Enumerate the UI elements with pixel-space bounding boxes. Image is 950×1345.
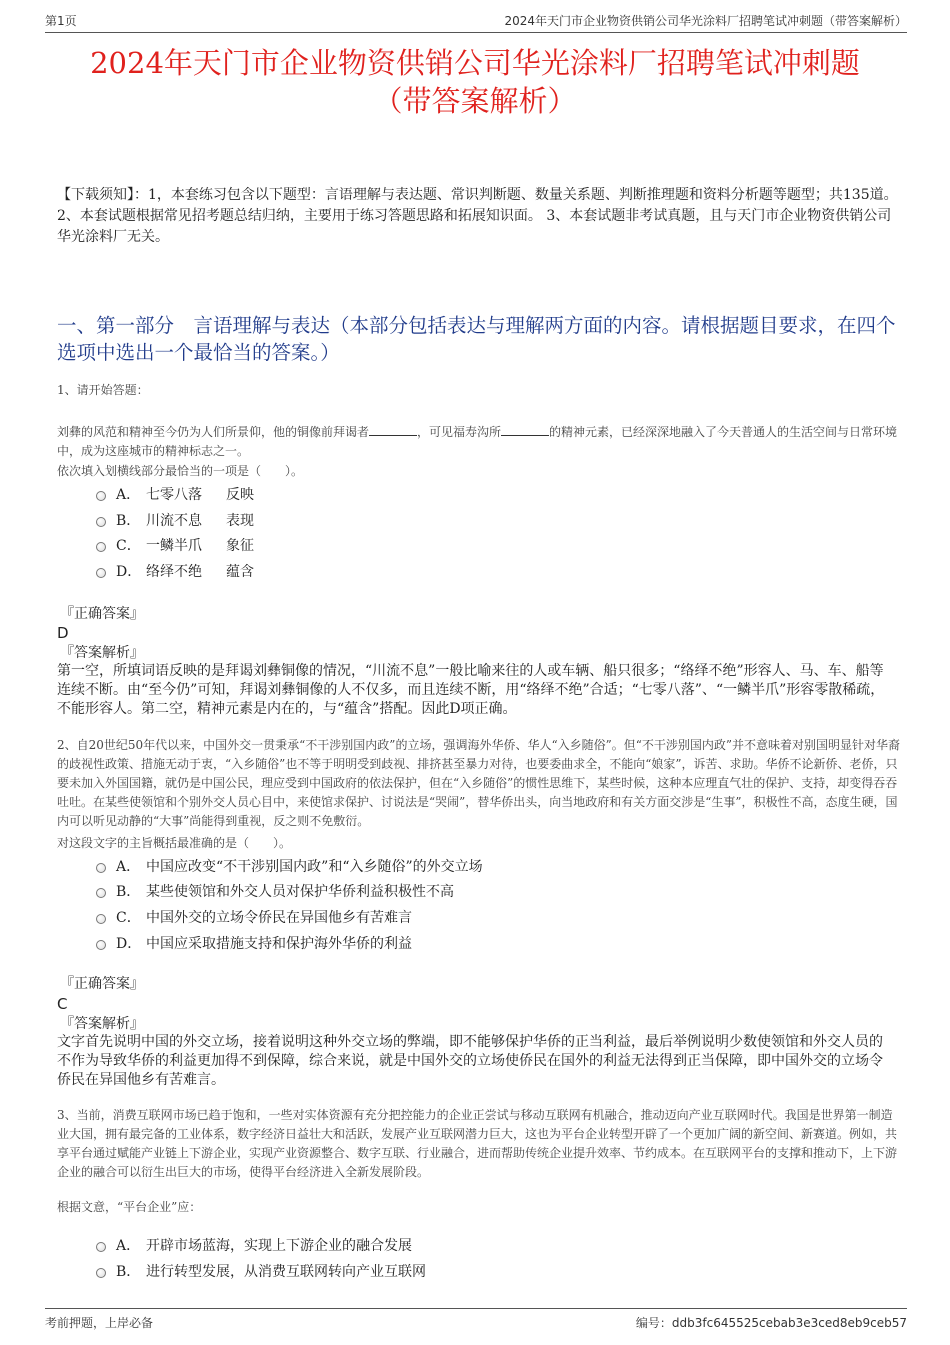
q2-answer: C (57, 995, 68, 1013)
footer-divider (45, 1308, 907, 1309)
q3-option-b[interactable]: B． 进行转型发展，从消费互联网转向产业互联网 (96, 1262, 426, 1282)
q2-option-b[interactable]: B． 某些使领馆和外交人员对保护华侨利益积极性不高 (96, 882, 454, 902)
radio-icon[interactable] (96, 1268, 106, 1278)
radio-icon[interactable] (96, 542, 106, 552)
q1-prompt: 1、请开始答题： (57, 383, 149, 397)
q1-option-a[interactable]: A． 七零八落 反映 (96, 485, 254, 505)
q1-ask: 依次填入划横线部分最恰当的一项是（ ）。 (57, 464, 304, 478)
radio-icon[interactable] (96, 1242, 106, 1252)
q1-option-d[interactable]: D． 络绎不绝 蕴含 (96, 562, 254, 582)
download-notice: 【下载须知】：1，本套练习包含以下题型：言语理解与表达题、常识判断题、数量关系题、判断推理题和资料分析题等题型；共135道。 2、本套试题根据常见招考题总结归纳，主要用于练习答题思路和拓展知识面。 3、本套试题非考试真题，且与天门市企业物资供销公司华光涂料厂无关。 (57, 187, 898, 245)
q2-ask: 对这段文字的主旨概括最准确的是（ ）。 (57, 836, 292, 850)
footer-slogan: 考前押题，上岸必备 (45, 1316, 154, 1330)
q3-option-a[interactable]: A． 开辟市场蓝海，实现上下游企业的融合发展 (96, 1236, 412, 1256)
document-title-line2: （带答案解析） (373, 84, 577, 118)
q1-stem-part1: 刘彝的风范和精神至今仍为人们所景仰，他的铜像前拜谒者 (57, 425, 370, 439)
q1-blank-2 (501, 425, 549, 436)
radio-icon[interactable] (96, 568, 106, 578)
q2-explanation-label: 『答案解析』 (60, 1016, 144, 1032)
q1-option-b[interactable]: B． 川流不息 表现 (96, 511, 254, 531)
running-title: 2024年天门市企业物资供销公司华光涂料厂招聘笔试冲刺题（带答案解析） (504, 14, 907, 28)
q2-correct-answer-label: 『正确答案』 (60, 976, 144, 992)
q1-correct-answer-label: 『正确答案』 (60, 606, 144, 622)
page-number: 第1页 (45, 14, 77, 28)
q1-stem-part3: 的精神元素，已经深深地融入了今天普通人的生活空间与日常环境中，成为这座城市的精神标志之一。 (57, 425, 898, 458)
q1-explanation-label: 『答案解析』 (60, 645, 144, 661)
q3-ask: 根据文意，“平台企业”应： (57, 1200, 202, 1214)
q1-answer: D (57, 624, 69, 642)
q1-stem-part2: ，可见福寿沟所 (417, 425, 502, 439)
q2-stem: 2、自20世纪50年代以来，中国外交一贯秉承“不干涉别国内政”的立场，强调海外华侨、华人“入乡随俗”。但“不干涉别国内政”并不意味着对别国明显针对华裔的歧视性政策、措施无动于衷，“入乡随俗”也不等于明明受到歧视、排挤甚至暴力对待，也要委曲求全，不能向“娘家”，诉苦、求助。华侨不论新侨、老侨，只要未加入外国国籍，就仍是中国公民，理应受到中国政府的依法保护，但在“入乡随俗”的惯性思维下，某些时候，这种本应理直气壮的保护、支持，却变得吞吞吐吐。在某些使领馆和个别外交人员心目中，来使馆求保护、讨说法是“哭闹”，替华侨出头，向当地政府和有关方面交涉是“生事”，积极性不高，态度生硬，国内可以听见动静的“大事”尚能得到重视，反之则不免敷衍。 (57, 738, 900, 828)
document-id: 编号：ddb3fc645525cebab3e3ced8eb9ceb57 (635, 1316, 907, 1330)
header-divider (45, 32, 907, 33)
radio-icon[interactable] (96, 888, 106, 898)
q2-option-c[interactable]: C． 中国外交的立场令侨民在异国他乡有苦难言 (96, 908, 412, 928)
section-heading: 一、第一部分 言语理解与表达（本部分包括表达与理解两方面的内容。请根据题目要求，在四个选项中选出一个最恰当的答案。） (57, 314, 896, 364)
radio-icon[interactable] (96, 914, 106, 924)
q1-blank-1 (369, 425, 417, 436)
q2-option-d[interactable]: D． 中国应采取措施支持和保护海外华侨的利益 (96, 934, 412, 954)
document-title-line1: 2024年天门市企业物资供销公司华光涂料厂招聘笔试冲刺题 (90, 46, 860, 80)
q1-option-c[interactable]: C． 一鳞半爪 象征 (96, 536, 254, 556)
q1-stem (57, 423, 902, 461)
q2-explanation: 文字首先说明中国的外交立场，接着说明这种外交立场的弊端，即不能够保护华侨的正当利益，最后举例说明少数使领馆和外交人员的不作为导致华侨的利益更加得不到保障，综合来说，就是中国外交的立场使侨民在国外的利益无法得到正当保障，即中国外交的立场令侨民在异国他乡有苦难言。 (57, 1034, 883, 1088)
q1-explanation: 第一空，所填词语反映的是拜谒刘彝铜像的情况，“川流不息”一般比喻来往的人或车辆、船只很多；“络绎不绝”形容人、马、车、船等连续不断。由“至今仍”可知，拜谒刘彝铜像的人不仅多，而且连续不断，用“络绎不绝”合适；“七零八落”、“一鳞半爪”形容零散稀疏，不能形容人。第二空，精神元素是内在的，与“蕴含”搭配。因此D项正确。 (57, 663, 885, 717)
q3-stem: 3、当前，消费互联网市场已趋于饱和，一些对实体资源有充分把控能力的企业正尝试与移动互联网有机融合，推动迈向产业互联网时代。我国是世界第一制造业大国，拥有最完备的工业体系，数字经济日益壮大和活跃，发展产业互联网潜力巨大，这也为平台企业转型开辟了一个更加广阔的新空间、新赛道。例如，共享平台通过赋能产业链上下游企业，实现产业资源整合、数字互联、行业融合，进而帮助传统企业提升效率、节约成本。在互联网平台的支撑和推动下，上下游企业的融合可以衍生出巨大的市场，使得平台经济进入全新发展阶段。 (57, 1108, 898, 1179)
radio-icon[interactable] (96, 863, 106, 873)
radio-icon[interactable] (96, 940, 106, 950)
q2-option-a[interactable]: A． 中国应改变“不干涉别国内政”和“入乡随俗”的外交立场 (96, 857, 483, 877)
radio-icon[interactable] (96, 517, 106, 527)
radio-icon[interactable] (96, 491, 106, 501)
